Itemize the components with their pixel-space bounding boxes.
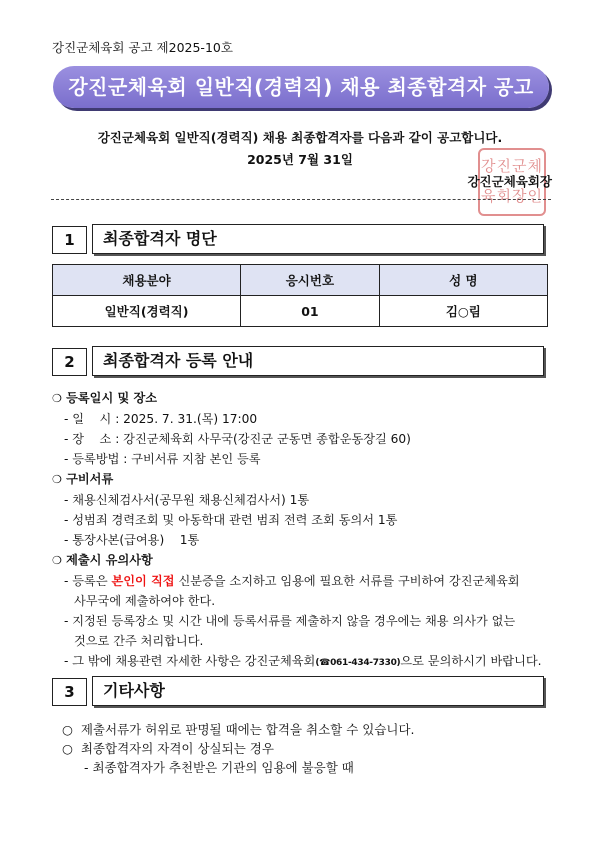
caution-item-2: - 지정된 등록장소 및 시간 내에 등록서류를 제출하지 않을 경우에는 채용 의사가 없는: [64, 614, 516, 628]
seal-text-top: 강진군체: [481, 157, 543, 175]
misc-block: [62, 720, 542, 777]
cell-field: 일반직(경력직): [53, 296, 241, 327]
circle-bullet-icon: ❍: [52, 554, 62, 567]
method-label: - 등록방법 :: [64, 452, 132, 466]
circle-bullet-icon: ❍: [52, 392, 62, 405]
notice-date: 2025년 7월 31일: [247, 152, 353, 167]
table-row: [53, 296, 548, 327]
cell-name: 김○림: [379, 296, 547, 327]
cautions-heading-text: 제출시 유의사항: [66, 553, 153, 567]
place-label: - 장 소 :: [64, 432, 124, 446]
seal-text-bottom: 육회장인: [481, 187, 543, 205]
section3-number: 3: [52, 678, 87, 706]
notice-number: 강진군체육회 공고 제2025-10호: [52, 40, 233, 55]
registration-place-line: [52, 429, 552, 449]
circle-bullet-icon: ❍: [52, 473, 62, 486]
signer: 강진군체육회장: [467, 174, 552, 189]
caution-1-highlight: 본인이 직접: [111, 574, 175, 588]
date-label: - 일 시 :: [64, 412, 124, 426]
cautions-heading: [52, 550, 552, 571]
documents-heading: [52, 469, 552, 490]
list-item: - 채용신체검사서(공무원 채용신체검사서) 1통: [64, 493, 310, 507]
header-field: 채용분야: [53, 265, 241, 296]
registration-date-line: [52, 409, 552, 429]
result-table: [52, 264, 548, 327]
section2-title: 최종합격자 등록 안내: [92, 346, 544, 376]
section3-title: 기타사항: [92, 676, 544, 706]
method-value: 구비서류 지참 본인 등록: [131, 452, 261, 466]
divider: [51, 199, 551, 200]
caution-1-prefix: - 등록은: [64, 574, 112, 588]
documents-heading-text: 구비서류: [66, 472, 114, 486]
table-header-row: [53, 265, 548, 296]
registration-method-line: [52, 449, 552, 469]
header-exam-number: 응시번호: [241, 265, 380, 296]
list-item: - 성범죄 경력조회 및 아동학대 관련 범죄 전력 조회 동의서 1통: [64, 513, 398, 527]
caution-item-3: [52, 651, 552, 673]
cell-exam-number: 01: [241, 296, 380, 327]
registration-heading: [52, 388, 552, 409]
list-item: ○ 제출서류가 허위로 판명될 때에는 합격을 취소할 수 있습니다.: [62, 722, 415, 737]
registration-block: [52, 388, 552, 673]
list-item: - 최종합격자가 추천받은 기관의 임용에 불응할 때: [84, 760, 354, 775]
place-value: 강진군체육회 사무국(강진군 군동면 종합운동장길 60): [123, 432, 411, 446]
section2-number: 2: [52, 348, 87, 376]
list-item: - 통장사본(급여용) 1통: [64, 533, 200, 547]
caution-item-2-cont: 것으로 간주 처리합니다.: [74, 634, 204, 648]
date-value: 2025. 7. 31.(목) 17:00: [123, 412, 258, 426]
caution-1-rest: 신분증을 소지하고 임용에 필요한 서류를 구비하여 강진군체육회: [174, 574, 520, 588]
caution-3-prefix: - 그 밖에 채용관련 자세한 사항은 강진군체육회: [64, 654, 316, 668]
caution-3-phone: (☎061-434-7330): [315, 658, 401, 668]
header-name: 성 명: [379, 265, 547, 296]
section1-title: 최종합격자 명단: [92, 224, 544, 254]
caution-3-suffix: 으로 문의하시기 바랍니다.: [400, 654, 542, 668]
list-item: ○ 최종합격자의 자격이 상실되는 경우: [62, 741, 274, 756]
page-title: 강진군체육회 일반직(경력직) 채용 최종합격자 공고: [53, 66, 549, 108]
section1-number: 1: [52, 226, 87, 254]
registration-heading-text: 등록일시 및 장소: [66, 391, 158, 405]
caution-item-1-cont: 사무국에 제출하여야 한다.: [74, 594, 216, 608]
intro-sentence: 강진군체육회 일반직(경력직) 채용 최종합격자를 다음과 같이 공고합니다.: [97, 130, 503, 145]
caution-item-1: [52, 571, 552, 591]
